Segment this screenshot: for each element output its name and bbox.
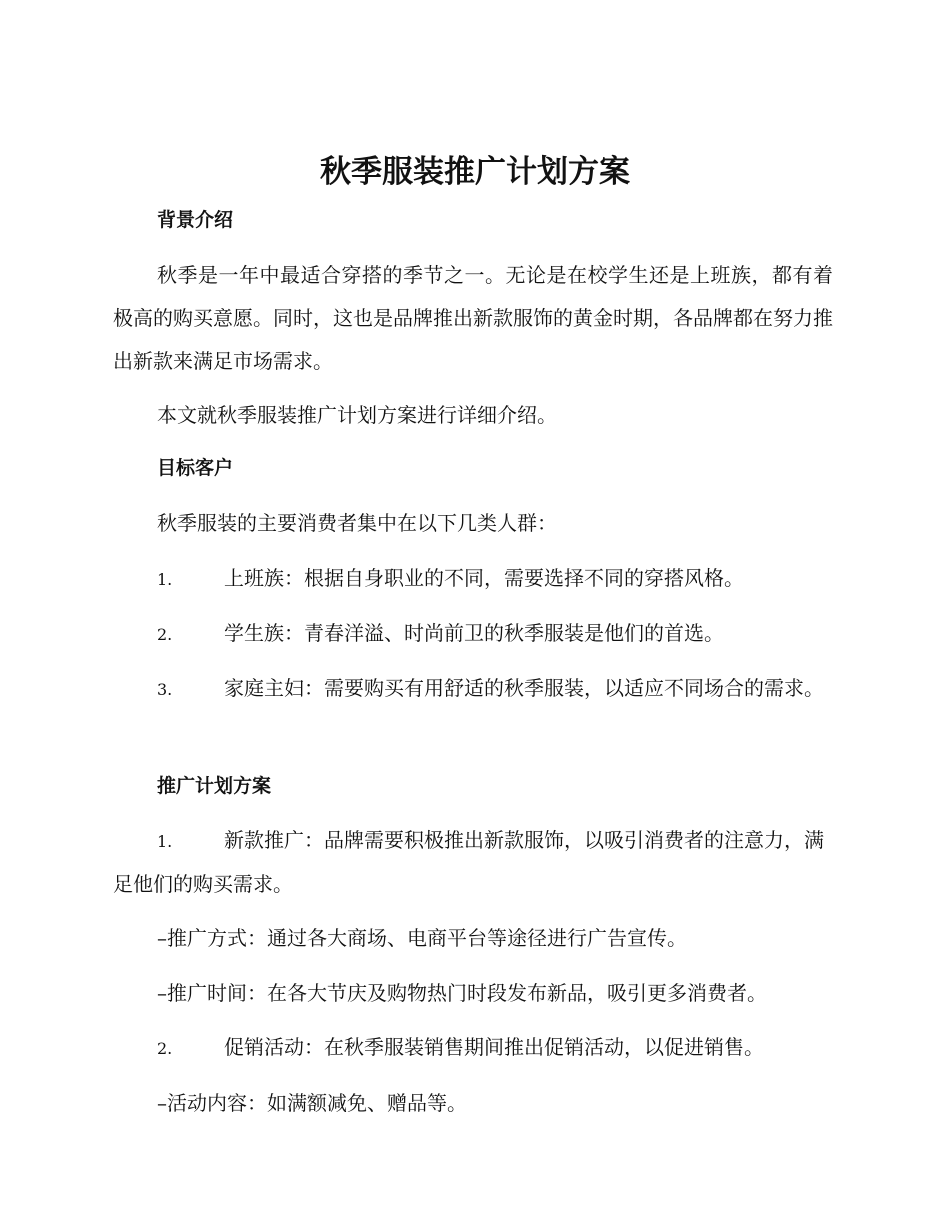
section-heading-background: 背景介绍: [157, 209, 234, 231]
list-item-students: [113, 612, 833, 656]
document-title: 秋季服装推广计划方案: [320, 154, 630, 190]
list-number: 1.: [157, 832, 173, 851]
list-item-office-workers: [113, 557, 833, 601]
list-item-text: 上班族：根据自身职业的不同，需要选择不同的穿搭风格。: [224, 566, 744, 590]
list-item-text: 家庭主妇：需要购买有用舒适的秋季服装，以适应不同场合的需求。: [224, 676, 824, 700]
section-heading-target-customers: 目标客户: [157, 457, 234, 479]
sub-item-promotion-timing: –推广时间：在各大节庆及购物热门时段发布新品，吸引更多消费者。: [157, 981, 767, 1005]
paragraph-target-intro: 秋季服装的主要消费者集中在以下几类人群：: [157, 511, 557, 535]
list-item-text: 促销活动：在秋季服装销售期间推出促销活动，以促进销售。: [224, 1035, 764, 1059]
section-heading-promotion-plan: 推广计划方案: [157, 775, 272, 797]
list-number: 2.: [157, 1039, 173, 1058]
list-item-new-products: [113, 819, 833, 906]
list-item-sales-promotion: [113, 1026, 833, 1070]
list-item-text: 学生族：青春洋溢、时尚前卫的秋季服装是他们的首选。: [224, 621, 724, 645]
list-number: 1.: [157, 570, 173, 589]
list-number: 3.: [157, 680, 173, 699]
paragraph-background-2: 本文就秋季服装推广计划方案进行详细介绍。: [157, 403, 557, 427]
sub-item-activity-content: –活动内容：如满额减免、赠品等。: [157, 1091, 467, 1115]
sub-item-promotion-method: –推广方式：通过各大商场、电商平台等途径进行广告宣传。: [157, 926, 687, 950]
paragraph-background-1: 秋季是一年中最适合穿搭的季节之一。无论是在校学生还是上班族，都有着极高的购买意愿。同时，这也是品牌推出新款服饰的黄金时期，各品牌都在努力推出新款来满足市场需求。: [113, 263, 833, 373]
list-item-housewives: [113, 667, 833, 711]
list-number: 2.: [157, 625, 173, 644]
list-item-text: 新款推广：品牌需要积极推出新款服饰，以吸引消费者的注意力，满足他们的购买需求。: [113, 828, 824, 896]
